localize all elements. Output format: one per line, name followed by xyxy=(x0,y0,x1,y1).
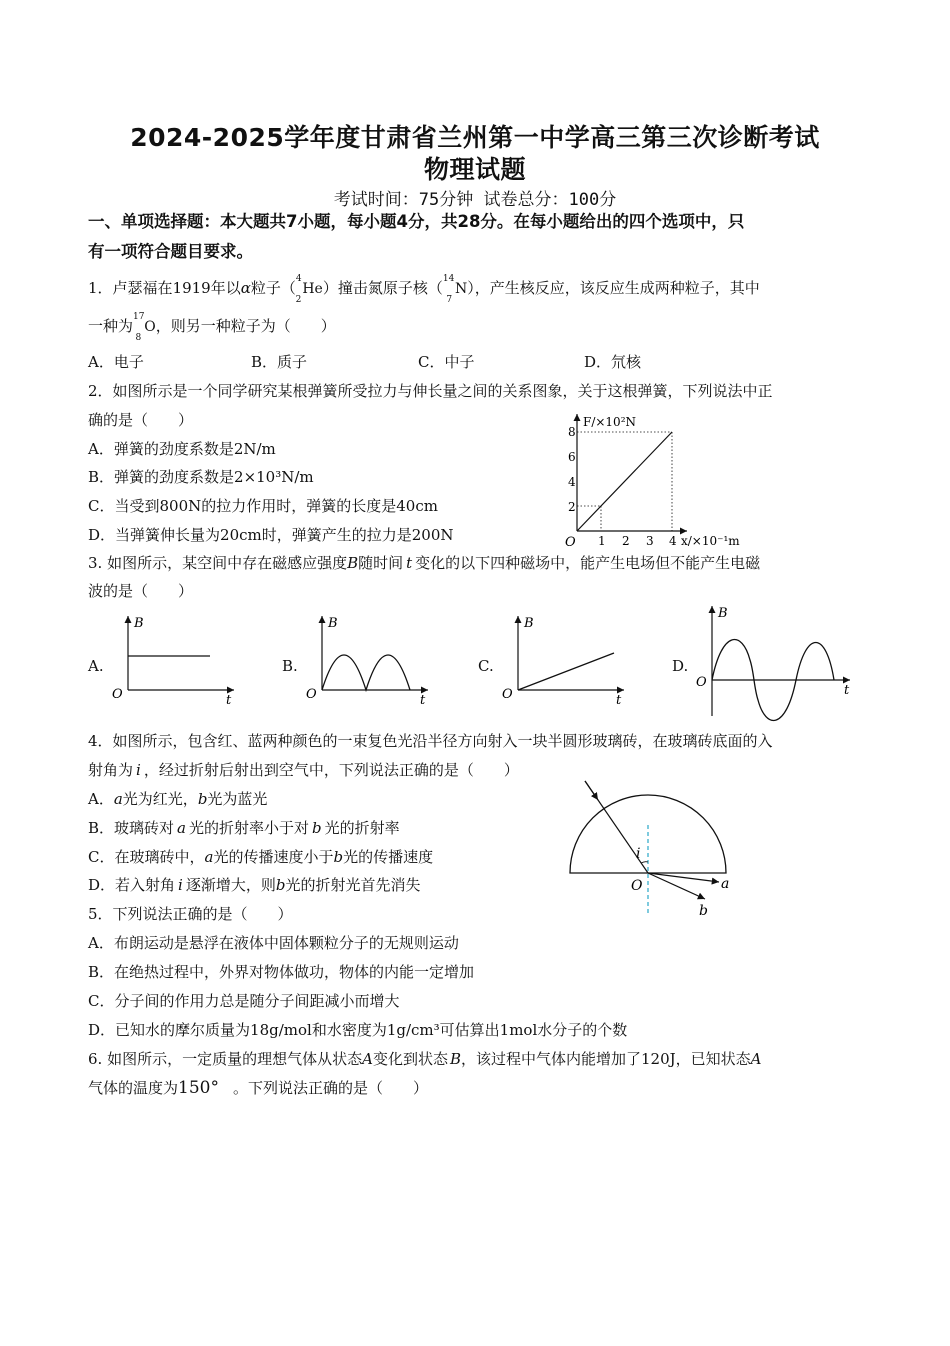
y-axis-label: F/×10²N xyxy=(583,415,637,429)
spring-force-graph xyxy=(555,408,755,553)
semicircle-glass-diagram xyxy=(565,775,765,920)
q1-line2: 一种为$^{17}_8$O，则另一种粒子为（ ） xyxy=(88,312,336,343)
svg-text:b: b xyxy=(699,903,708,919)
q3-graph-d xyxy=(692,600,860,722)
section-instructions-line2: 有一项符合题目要求。 xyxy=(88,242,253,261)
svg-text:i: i xyxy=(636,846,641,862)
q5-option-d[interactable]: D．已知水的摩尔质量为18g/mol和水密度为1g/cm³可估算出1mol水分子的个数 xyxy=(88,1021,628,1039)
q4-line2: 射角为 i ，经过折射后射出到空气中，下列说法正确的是（ ） xyxy=(88,761,519,779)
q3-option-a[interactable]: A. xyxy=(88,657,104,675)
q2-option-a[interactable]: A．弹簧的劲度系数是2N/m xyxy=(88,440,276,458)
svg-text:B: B xyxy=(524,616,534,631)
q3-line2: 波的是（ ） xyxy=(88,582,194,600)
y-tick-6: 6 xyxy=(568,450,576,464)
svg-text:t: t xyxy=(616,693,622,705)
q3-graph-c xyxy=(498,610,638,705)
svg-text:a: a xyxy=(721,876,730,892)
svg-text:t: t xyxy=(844,683,850,698)
q5-line1: 5．下列说法正确的是（ ） xyxy=(88,905,293,923)
q2-option-c[interactable]: C．当受到800N的拉力作用时，弹簧的长度是40cm xyxy=(88,497,438,515)
q4-option-a[interactable]: A．a光为红光，b光为蓝光 xyxy=(88,790,268,808)
svg-text:t: t xyxy=(420,693,426,705)
force-line xyxy=(577,432,672,531)
q3-line1: 3. 如图所示，某空间中存在磁感应强度B随时间 t 变化的以下四种磁场中，能产生电场但不能产生电磁 xyxy=(88,554,761,572)
y-tick-2: 2 xyxy=(568,500,576,514)
q1-option-b[interactable]: B．质子 xyxy=(251,353,308,371)
q3-option-d[interactable]: D. xyxy=(672,657,689,675)
x-tick-2: 2 xyxy=(622,534,630,548)
svg-text:B: B xyxy=(328,616,338,631)
rectified-sine-curve xyxy=(322,655,410,690)
q2-line2: 确的是（ ） xyxy=(88,411,194,429)
section-instructions-line1: 一、单项选择题：本大题共7小题，每小题4分，共28分。在每小题给出的四个选项中，只 xyxy=(88,212,745,231)
q5-option-c[interactable]: C．分子间的作用力总是随分子间距减小而增大 xyxy=(88,992,400,1010)
q6-line1: 6. 如图所示，一定质量的理想气体从状态A变化到状态 B，该过程中气体内能增加了120J，已知状态A xyxy=(88,1050,762,1068)
q5-option-a[interactable]: A．布朗运动是悬浮在液体中固体颗粒分子的无规则运动 xyxy=(88,934,459,952)
q4-option-c[interactable]: C．在玻璃砖中，a光的传播速度小于b光的传播速度 xyxy=(88,848,434,866)
x-tick-3: 3 xyxy=(646,534,654,548)
origin-label: O xyxy=(565,535,576,550)
q1-option-d[interactable]: D．氘核 xyxy=(584,353,642,371)
q3-option-c[interactable]: C. xyxy=(478,657,494,675)
svg-text:O: O xyxy=(631,878,643,894)
q1-line1: 1．卢瑟福在1919年以α粒子（$^4_2$He）撞击氮原子核（$^{14}_7$N），产生核反应，该反应生成两种粒子，其中 xyxy=(88,274,760,305)
q4-option-d[interactable]: D．若入射角 i 逐渐增大，则b光的折射光首先消失 xyxy=(88,876,421,894)
exam-info: 考试时间：75分钟 试卷总分：100分 xyxy=(333,190,617,210)
q6-line2: 气体的温度为150° 。下列说法正确的是（ ） xyxy=(88,1078,428,1098)
q3-graph-a xyxy=(108,610,248,705)
svg-text:B: B xyxy=(134,616,144,631)
q2-option-d[interactable]: D．当弹簧伸长量为20cm时，弹簧产生的拉力是200N xyxy=(88,526,454,544)
page-title: 2024-2025学年度甘肃省兰州第一中学高三第三次诊断考试 xyxy=(130,123,820,152)
x-tick-4: 4 xyxy=(669,534,677,548)
q3-option-b[interactable]: B. xyxy=(282,657,298,675)
svg-text:O: O xyxy=(502,687,513,702)
q4-option-b[interactable]: B．玻璃砖对 a 光的折射率小于对 b 光的折射率 xyxy=(88,819,400,837)
svg-text:O: O xyxy=(696,675,707,690)
q4-line1: 4．如图所示，包含红、蓝两种颜色的一束复色光沿半径方向射入一块半圆形玻璃砖，在玻璃砖底面的入 xyxy=(88,732,773,750)
nitrogen-nucleus: $^{14}_7$N xyxy=(442,274,468,305)
svg-text:O: O xyxy=(112,687,123,702)
svg-text:B: B xyxy=(718,606,728,621)
helium-nucleus: $^4_2$He xyxy=(295,274,323,305)
q2-option-b[interactable]: B．弹簧的劲度系数是2×10³N/m xyxy=(88,468,314,486)
q2-line1: 2．如图所示是一个同学研究某根弹簧所受拉力与伸长量之间的关系图象，关于这根弹簧，下列说法中正 xyxy=(88,382,773,400)
linear-b-line xyxy=(518,653,614,690)
oxygen-nucleus: $^{17}_8$O xyxy=(133,312,156,343)
svg-text:O: O xyxy=(306,687,317,702)
q5-option-b[interactable]: B．在绝热过程中，外界对物体做功，物体的内能一定增加 xyxy=(88,963,475,981)
y-tick-8: 8 xyxy=(568,425,576,439)
x-tick-1: 1 xyxy=(598,534,606,548)
q1-option-a[interactable]: A．电子 xyxy=(88,353,144,371)
page-subtitle: 物理试题 xyxy=(423,155,526,184)
svg-text:t: t xyxy=(226,693,232,705)
q1-option-c[interactable]: C．中子 xyxy=(418,353,475,371)
q3-graph-b xyxy=(302,610,442,705)
section-instructions xyxy=(88,207,868,267)
y-tick-4: 4 xyxy=(568,475,576,489)
x-axis-label: x/×10⁻¹m xyxy=(681,534,740,548)
